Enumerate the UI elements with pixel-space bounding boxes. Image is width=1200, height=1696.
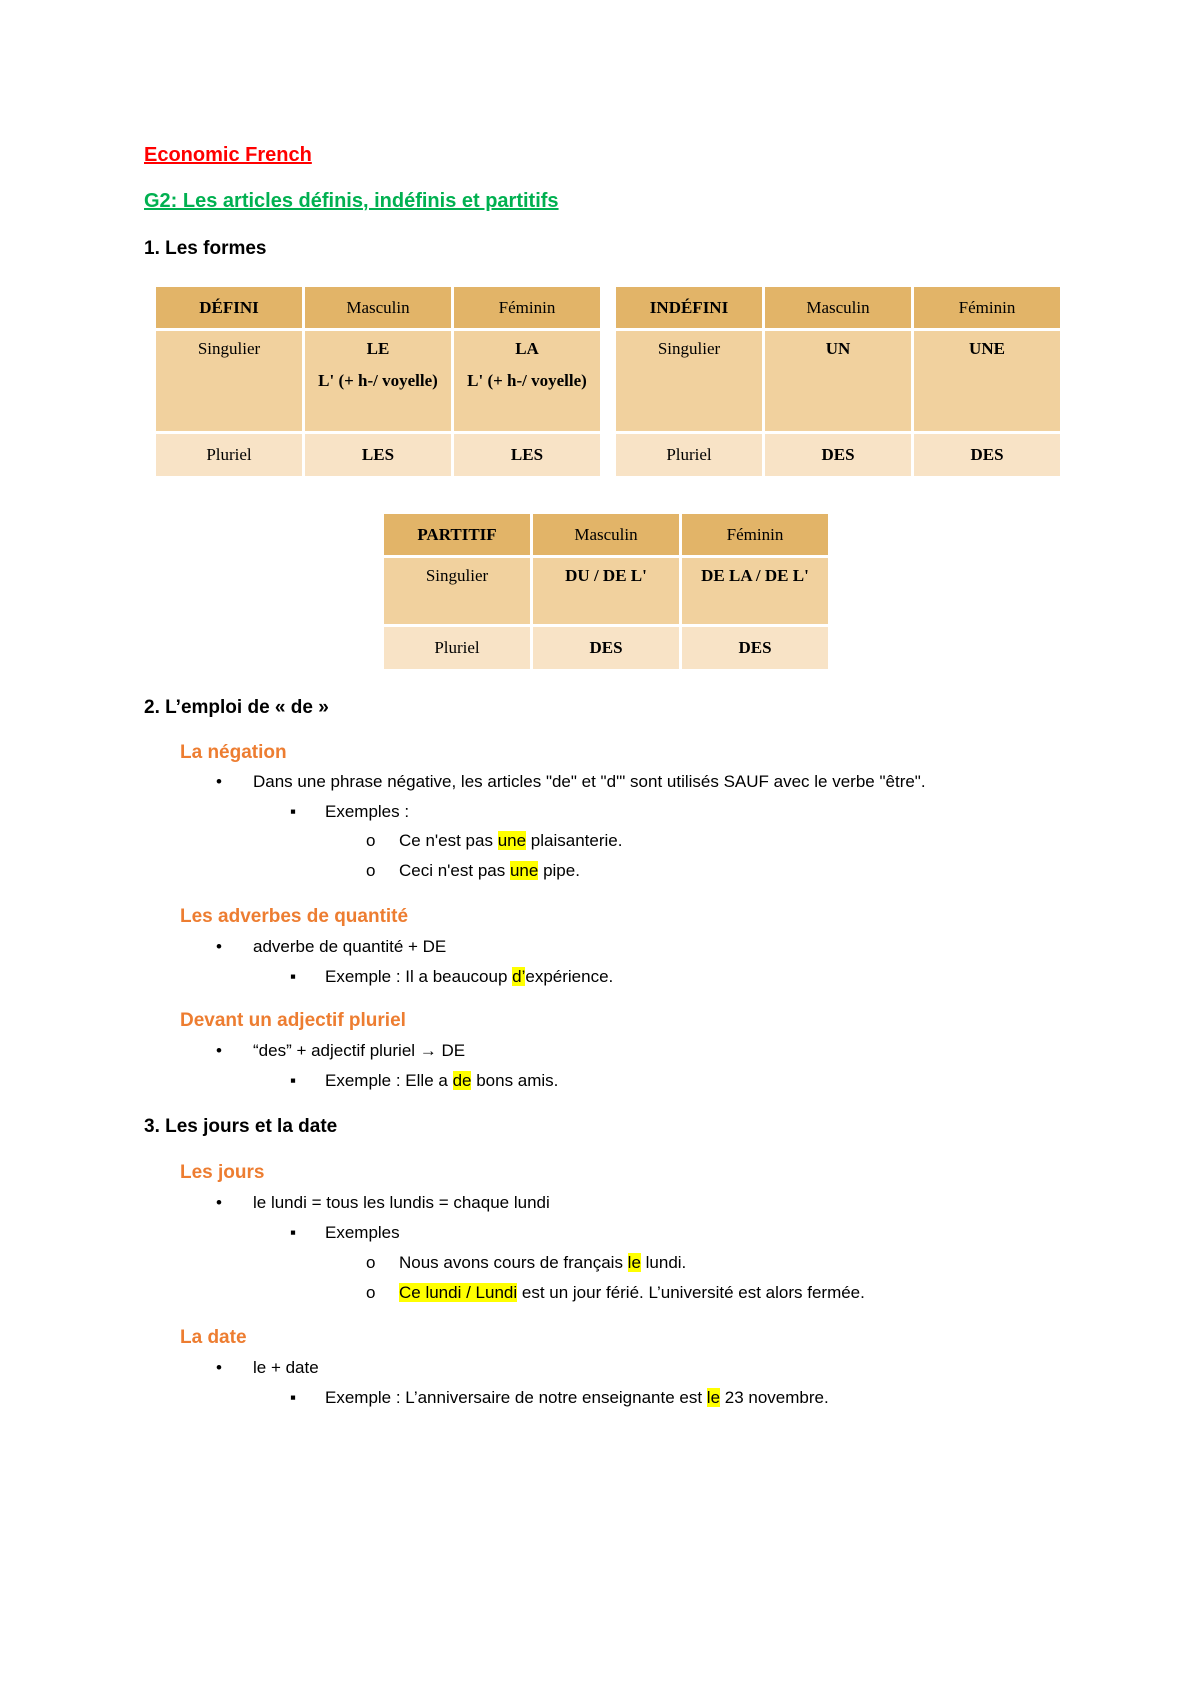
example-line [325,1388,829,1408]
table-cell: LES [305,434,451,476]
section-3-heading: 3. Les jours et la date [144,1116,338,1137]
table-cell-label: Singulier [616,331,762,431]
table-cell: DE LA / DE L' [682,558,828,624]
bullet-level2: ▪ [290,1223,297,1242]
cell-subvalue: L' (+ h-/ voyelle) [467,371,587,390]
bullet-level2: ▪ [290,1388,297,1407]
highlight: de [452,1071,472,1090]
highlight: une [497,831,527,850]
table-cell: UNE [914,331,1060,431]
example-text: Ce n'est pas [399,831,498,850]
example-text: Exemple : Elle a [325,1071,453,1090]
example-text: Ceci n'est pas [399,861,510,880]
table-cell: DU / DE L' [533,558,679,624]
bullet-level2: ▪ [290,802,297,821]
example-text: pipe. [538,861,580,880]
highlight: une [509,861,539,880]
subheading-jours: Les jours [180,1162,265,1183]
table-header: Masculin [533,514,679,555]
table-cell: DES [765,434,911,476]
example-line [325,1071,558,1091]
section-1-heading: 1. Les formes [144,238,267,259]
example-text: est un jour férié. L’université est alors fermée. [517,1283,865,1302]
bullet-level3: o [366,861,376,880]
example-text: plaisanterie. [526,831,623,850]
table-partitif [381,511,831,672]
example-line [325,967,613,987]
table-cell: DES [914,434,1060,476]
table-indefini [613,284,1063,479]
table-header: PARTITIF [384,514,530,555]
cell-value: LA [515,339,539,358]
example-text: expérience. [525,967,614,986]
highlight: le [627,1253,641,1272]
bullet-level1: • [216,937,222,956]
rule-date: le + date [253,1358,319,1377]
bullet-level3: o [366,1283,376,1302]
bullet-level2: ▪ [290,967,297,986]
example-text: 23 novembre. [720,1388,829,1407]
example-text: Nous avons cours de français [399,1253,628,1272]
subheading-adjectif: Devant un adjectif pluriel [180,1010,406,1031]
table-header: Féminin [454,287,600,328]
rule-jours: le lundi = tous les lundis = chaque lundi [253,1193,550,1212]
cell-subvalue: L' (+ h-/ voyelle) [318,371,438,390]
example-text: Exemple : Il a beaucoup [325,967,513,986]
arrow-right-icon: → [419,1041,437,1060]
rule-quantite: adverbe de quantité + DE [253,937,447,956]
examples-label: Exemples [325,1223,400,1242]
subheading-negation: La négation [180,742,287,763]
table-defini [153,284,603,479]
table-header: Masculin [305,287,451,328]
bullet-level1: • [216,1358,222,1377]
subheading-quantite: Les adverbes de quantité [180,906,409,927]
example-text: lundi. [640,1253,687,1272]
table-cell-label: Pluriel [156,434,302,476]
highlight: Ce lundi / Lundi [399,1283,518,1302]
table-header: Féminin [914,287,1060,328]
table-header: Féminin [682,514,828,555]
rule-adjectif [253,1041,465,1061]
table-cell: LES [454,434,600,476]
document-title: Economic French [144,144,312,166]
document-subtitle: G2: Les articles définis, indéfinis et partitifs [144,190,559,212]
rule-negation: Dans une phrase négative, les articles "de" et "d'" sont utilisés SAUF avec le verbe "être". [253,772,926,791]
table-cell: DES [682,627,828,669]
table-cell: UN [765,331,911,431]
examples-label: Exemples : [325,802,410,821]
highlight: le [706,1388,721,1407]
table-cell-label: Singulier [156,331,302,431]
table-cell-label: Singulier [384,558,530,624]
bullet-level1: • [216,772,222,791]
rule-text: “des” + adjectif pluriel [253,1041,420,1060]
table-header: Masculin [765,287,911,328]
table-cell-label: Pluriel [384,627,530,669]
example-line [399,861,580,881]
table-cell [454,331,600,431]
subheading-date: La date [180,1327,247,1348]
example-line [399,1253,686,1273]
cell-value: LE [366,339,390,358]
table-cell: DES [533,627,679,669]
table-header: DÉFINI [156,287,302,328]
example-line [399,831,622,851]
example-line [399,1283,865,1303]
bullet-level1: • [216,1041,222,1060]
highlight: d’ [512,967,526,986]
table-cell [305,331,451,431]
bullet-level1: • [216,1193,222,1212]
rule-text: DE [436,1041,466,1060]
bullet-level3: o [366,1253,376,1272]
example-text: bons amis. [471,1071,559,1090]
table-header: INDÉFINI [616,287,762,328]
example-text: Exemple : L’anniversaire de notre enseignante est [325,1388,707,1407]
bullet-level2: ▪ [290,1071,297,1090]
table-cell-label: Pluriel [616,434,762,476]
section-2-heading: 2. L’emploi de « de » [144,697,329,718]
bullet-level3: o [366,831,376,850]
